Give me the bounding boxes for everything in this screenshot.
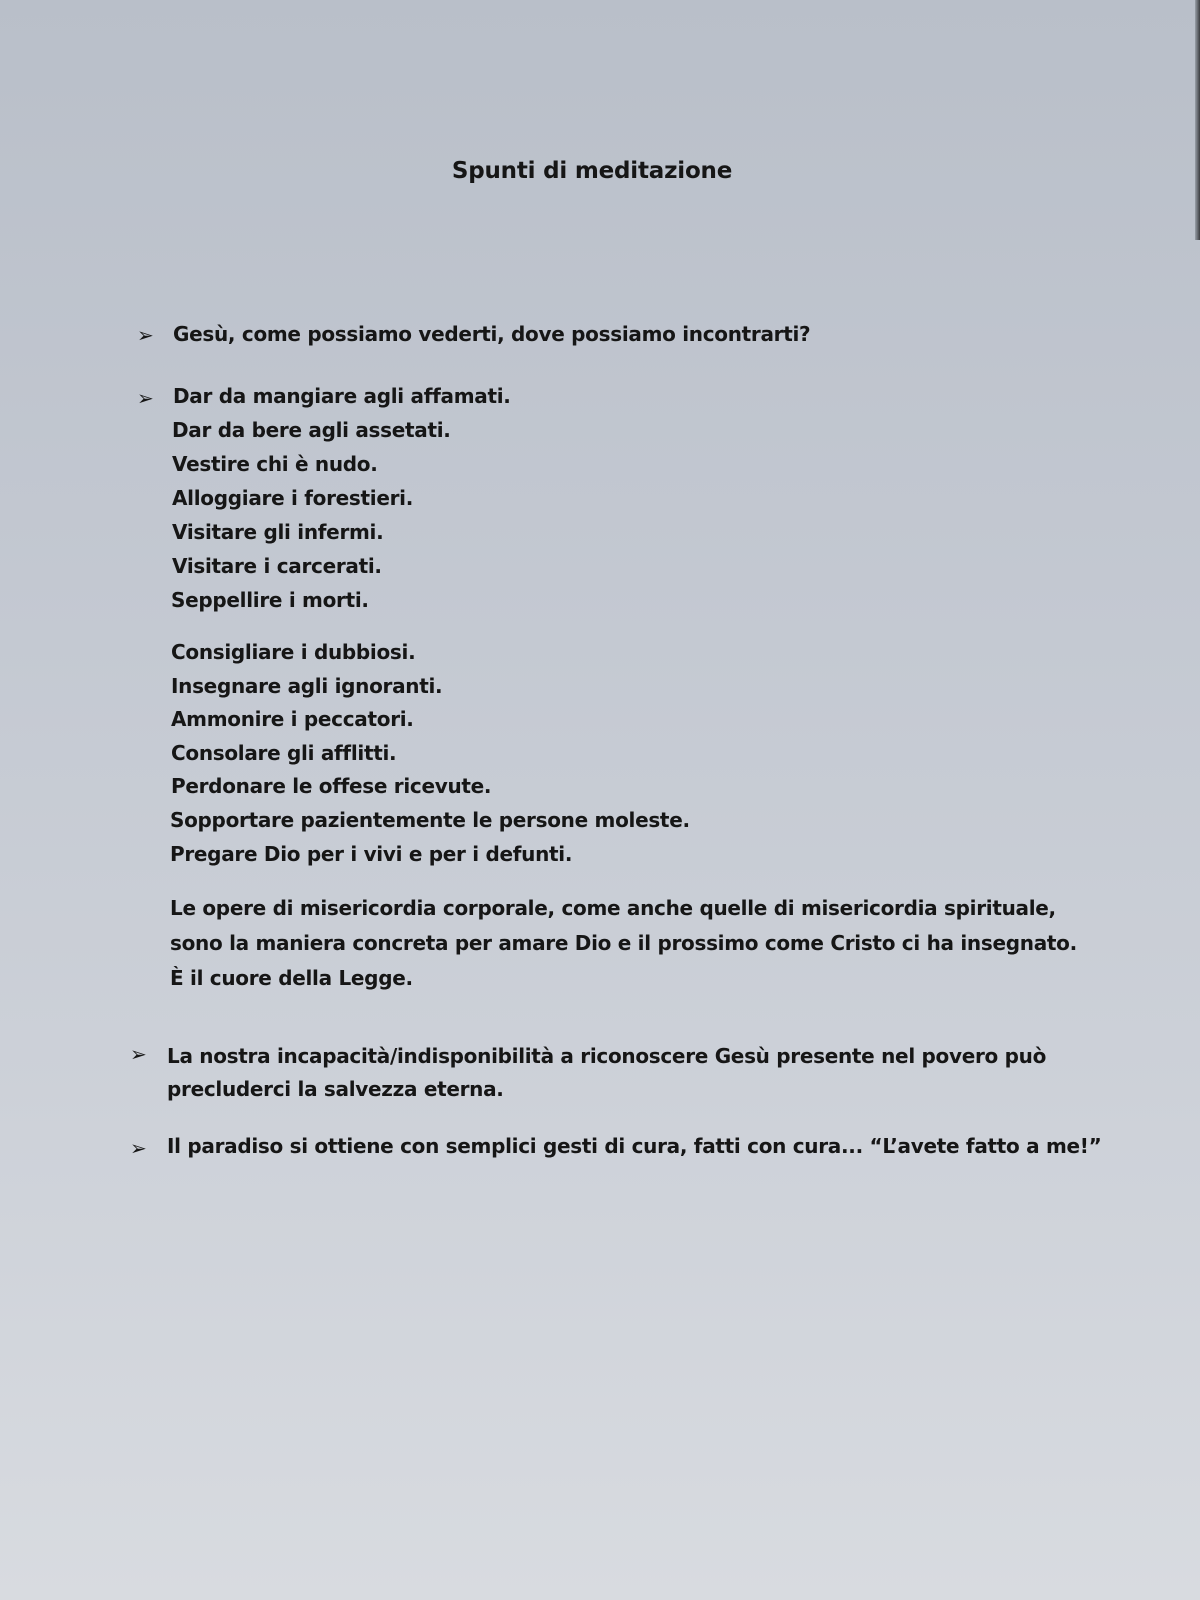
spiritual-work-item: Insegnare agli ignoranti. <box>171 674 443 698</box>
corporal-work-item: Seppellire i morti. <box>171 588 369 612</box>
page-edge-shadow <box>1195 0 1200 240</box>
bullet-salvation: La nostra incapacità/indisponibilità a riconoscere Gesù presente nel povero può precluderci la salvezza eterna. <box>167 1044 1047 1101</box>
arrow-bullet-icon: ➢ <box>137 386 154 410</box>
spiritual-work-item: Ammonire i peccatori. <box>171 707 414 731</box>
corporal-work-item: Vestire chi è nudo. <box>172 452 378 476</box>
page-title: Spunti di meditazione <box>451 158 733 184</box>
spiritual-work-item: Pregare Dio per i vivi e per i defunti. <box>170 842 573 866</box>
arrow-bullet-icon: ➢ <box>130 1042 147 1066</box>
mercy-works-paragraph: Le opere di misericordia corporale, come anche quelle di misericordia spirituale, sono la maniera concreta per amare Dio e il prossimo come Cristo ci ha insegnato. È il cuore della Legge. <box>170 896 1077 990</box>
spiritual-work-item: Consigliare i dubbiosi. <box>171 640 416 664</box>
arrow-bullet-icon: ➢ <box>130 1136 147 1160</box>
spiritual-work-item: Consolare gli afflitti. <box>171 741 397 765</box>
spiritual-work-item: Perdonare le offese ricevute. <box>171 774 492 798</box>
corporal-work-item: Dar da mangiare agli affamati. <box>173 384 511 408</box>
bullet-question: Gesù, come possiamo vederti, dove possiamo incontrarti? <box>173 322 811 346</box>
arrow-bullet-icon: ➢ <box>137 323 154 347</box>
corporal-work-item: Visitare gli infermi. <box>172 520 384 544</box>
corporal-work-item: Visitare i carcerati. <box>172 554 382 578</box>
corporal-work-item: Alloggiare i forestieri. <box>172 486 413 510</box>
bullet-paradise: Il paradiso si ottiene con semplici gesti di cura, fatti con cura... “L’avete fatto a me!” <box>167 1134 1102 1158</box>
corporal-work-item: Dar da bere agli assetati. <box>172 418 451 442</box>
spiritual-work-item: Sopportare pazientemente le persone moleste. <box>170 808 690 832</box>
